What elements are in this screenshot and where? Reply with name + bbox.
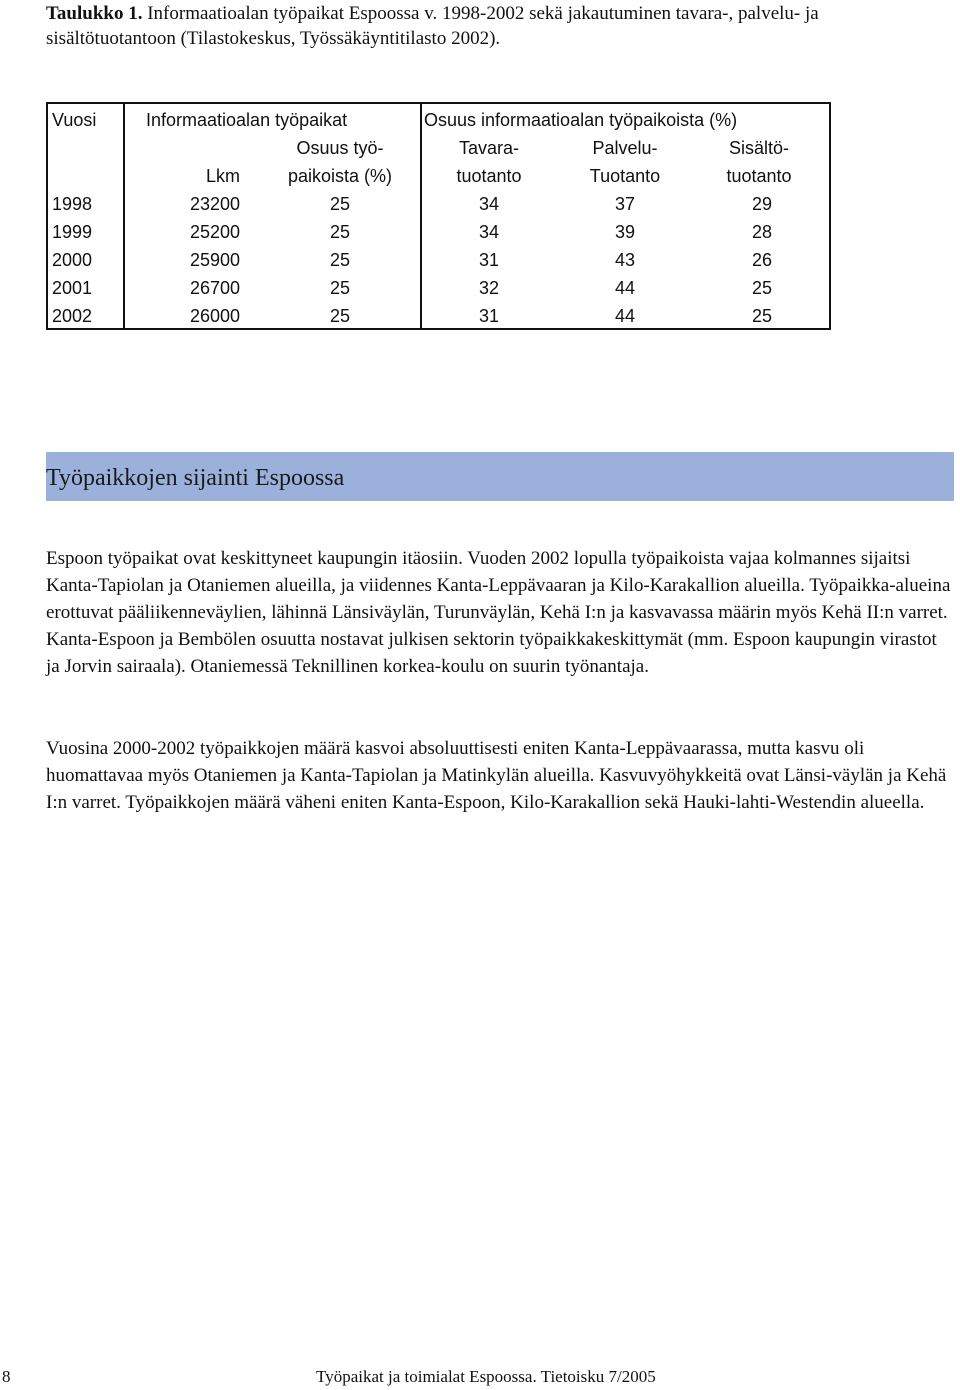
row-2001-count: 26700 (189, 278, 240, 298)
header-services-line2: Tuotanto (589, 166, 661, 186)
row-2000-year: 2000 (52, 250, 93, 270)
page-number: 8 (2, 1367, 11, 1386)
caption-text: Informaatioalan työpaikat Espoossa v. 1998-2002 sekä jakautuminen tavara-, palvelu- ja sisältötuotantoon (Tilastokeskus, Työssäkäyntitilasto 2002). (46, 3, 819, 49)
row-2000-goods: 31 (478, 250, 500, 270)
row-2002-goods: 31 (478, 306, 500, 326)
header-year: Vuosi (52, 110, 97, 130)
body-paragraph-1: Espoon työpaikat ovat keskittyneet kaupungin itäosiin. Vuoden 2002 lopulla työpaikoista vajaa kolmannes sijaitsi Kanta-Tapiolan ja Otaniemen alueilla, ja viidennes Kanta-Leppävaaran ja Kilo-Karakallion alueilla. Työpaikka-alueina erottuvat pääliikenneväylien, lähinnä Länsiväylän, Turunväylän, Kehä I:n ja kasvavassa määrin myös Kehä II:n varret. Kanta-Espoon ja Bembölen osuutta nostavat julkisen sektorin työpaikkakeskittymät (mm. Espoon kaupungin virastot ja Jorvin sairaala). Otaniemessä Teknillinen korkea-koulu on suurin työnantaja. (46, 548, 951, 677)
table-caption (46, 1, 936, 51)
header-share-line1: Osuus työ- (296, 138, 384, 158)
caption-label: Taulukko 1. (46, 3, 143, 24)
row-2000-share: 25 (329, 250, 351, 270)
footer-title: Työpaikat ja toimialat Espoossa. Tietoisku 7/2005 (316, 1367, 656, 1386)
row-2001-content: 25 (751, 278, 773, 298)
table-divider-1 (123, 104, 125, 328)
row-2001-share: 25 (329, 278, 351, 298)
row-2002-services: 44 (614, 306, 636, 326)
row-2001-goods: 32 (478, 278, 500, 298)
row-1999-services: 39 (614, 222, 636, 242)
row-1999-count: 25200 (189, 222, 240, 242)
header-share-group: Osuus informaatioalan työpaikoista (%) (424, 110, 738, 130)
header-goods-line2: tuotanto (456, 166, 522, 186)
row-2001-year: 2001 (52, 278, 93, 298)
header-goods-line1: Tavara- (458, 138, 520, 158)
row-2000-content: 26 (751, 250, 773, 270)
row-1998-count: 23200 (189, 194, 240, 214)
data-table (46, 102, 831, 330)
header-count: Lkm (205, 166, 240, 186)
row-1998-share: 25 (329, 194, 351, 214)
row-2001-services: 44 (614, 278, 636, 298)
section-heading-band (46, 452, 954, 501)
row-1998-goods: 34 (478, 194, 500, 214)
table-divider-2 (420, 104, 422, 328)
header-share-line2: paikoista (%) (287, 166, 393, 186)
row-1999-year: 1999 (52, 222, 93, 242)
row-2000-count: 25900 (189, 250, 240, 270)
row-1998-year: 1998 (52, 194, 93, 214)
row-2002-count: 26000 (189, 306, 240, 326)
header-content-line1: Sisältö- (728, 138, 790, 158)
row-2002-year: 2002 (52, 306, 93, 326)
header-services-line1: Palvelu- (592, 138, 658, 158)
section-title: Työpaikkojen sijainti Espoossa (46, 465, 345, 491)
header-jobs-group: Informaatioalan työpaikat (146, 110, 348, 130)
row-1999-goods: 34 (478, 222, 500, 242)
row-1999-content: 28 (751, 222, 773, 242)
row-2002-share: 25 (329, 306, 351, 326)
row-1998-content: 29 (751, 194, 773, 214)
header-content-line2: tuotanto (726, 166, 792, 186)
row-1999-share: 25 (329, 222, 351, 242)
body-paragraph-2: Vuosina 2000-2002 työpaikkojen määrä kasvoi absoluuttisesti eniten Kanta-Leppävaarassa, mutta kasvu oli huomattavaa myös Otaniemen ja Kanta-Tapiolan ja Matinkylän alueilla. Kasvuvyöhykkeitä ovat Länsi-väylän ja Kehä I:n varret. Työpaikkojen määrä väheni eniten Kanta-Espoon, Kilo-Karakallion sekä Hauki-lahti-Westendin alueella. (46, 738, 947, 813)
row-2002-content: 25 (751, 306, 773, 326)
row-2000-services: 43 (614, 250, 636, 270)
row-1998-services: 37 (614, 194, 636, 214)
